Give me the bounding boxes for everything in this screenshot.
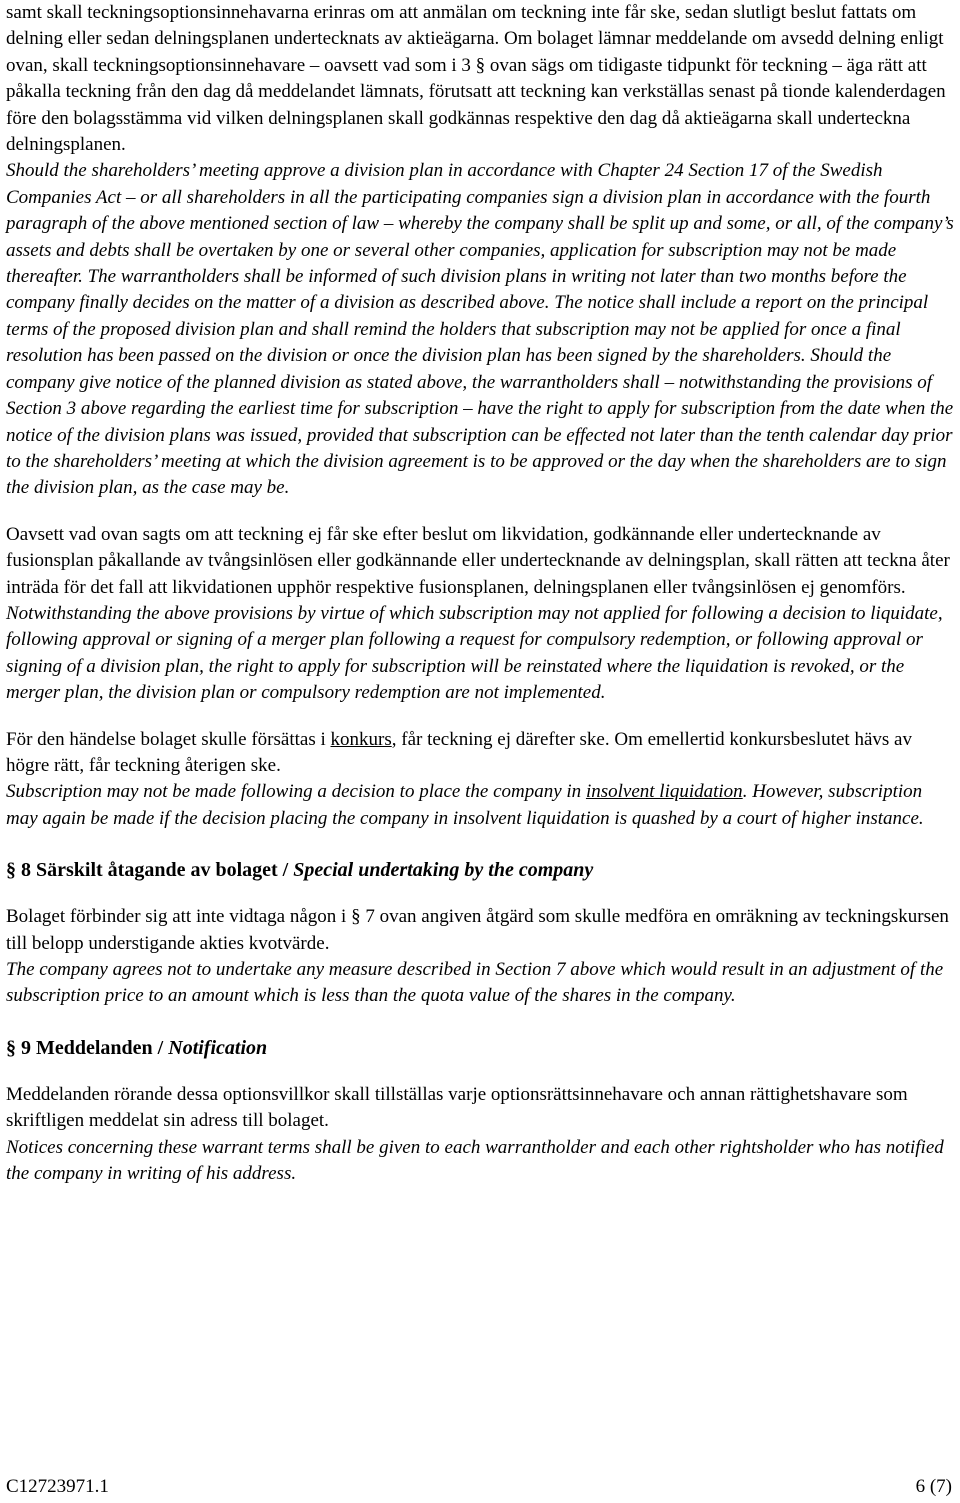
konkurs-link[interactable]: konkurs — [330, 728, 392, 750]
paragraph-sv-division-notice: samt skall teckningsoptionsinnehavarna erinras om att anmälan om teckning inte får ske, sedan slutligt beslut fattats om delning eller sedan delningsplanen undertecknats av aktieägarna. Om bolaget lämnar meddelande om avsedd delning enligt ovan, skall teckningsoptionsinnehavare – oavsett vad som i 3 § ovan sägs om tidigaste tidpunkt för teckning – äga rätt att påkalla teckning från den dag då meddelandet lämnats, förutsatt att teckning kan verkställas senast på tionde kalenderdagen före den bolagsstämma vid vilken delningsplanen skall godkännas respektive den dag då aktieägarna skall underteckna delningsplanen. — [6, 2, 946, 156]
section-9-heading — [6, 1034, 956, 1062]
paragraph-en-bankruptcy — [6, 779, 956, 832]
spacer — [6, 707, 956, 727]
document-id: C12723971.1 — [6, 1476, 109, 1497]
paragraph-sv-bankruptcy — [6, 727, 956, 780]
paragraph-en-special-undertaking: The company agrees not to undertake any measure described in Section 7 above which would result in an adjustment of the subscription price to an amount which is less than the quota value of the shares in the company. — [6, 959, 944, 1007]
spacer — [6, 884, 956, 904]
page-number: 6 (7) — [915, 1476, 952, 1497]
paragraph-en-reinstatement: Notwithstanding the above provisions by virtue of which subscription may not applied for following a decision to liquidate, following approval or signing of a merger plan following a request for compulsory redemption, or following approval or signing of a division plan, the right to apply for subscription will be reinstated where the liquidation is revoked, or the merger plan, the division plan or compulsory redemption are not implemented. — [6, 602, 943, 704]
paragraph-en-notification: Notices concerning these warrant terms shall be given to each warrantholder and each other rightsholder who has notified the company in writing of his address. — [6, 1136, 944, 1185]
heading-main: § 8 Särskilt åtagande av bolaget / — [6, 859, 294, 882]
paragraph-en-division-notice: Should the shareholders’ meeting approve a division plan in accordance with Chapter 24 Section 17 of the Swedish Companies Act – or all shareholders in all the participating companies sign a division plan in accordance with the fourth paragraph of the above mentioned section of law – whereby the company shall be split up and some, or all, of the company’s assets and debts shall be overtaken by one or several other companies, application for subscription may not be made thereafter. The warrantholders shall be informed of such division plans in writing not later than two months before the company finally decides on the matter of a division as described above. The notice shall include a report on the principal terms of the proposed division plan and shall remind the holders that subscription may not be applied for once a final resolution has been passed on the division or once the division plan has been signed by the shareholders. Should the company give notice of the planned division as stated above, the warrantholders shall – notwithstanding the provisions of Section 3 above regarding the earliest time for subscription – have the right to apply for subscription from the date when the notice of the division plans was issued, provided that subscription can be effected not later than the tenth calendar day prior to the shareholders’ meeting at which the division agreement is to be approved or the day when the shareholders are to sign the division plan, as the case may be. — [6, 160, 954, 499]
spacer — [6, 832, 956, 856]
text-run: För den händelse bolaget skulle försättas i — [6, 728, 331, 750]
heading-sub: Notification — [168, 1036, 268, 1059]
text-run: Subscription may not be made following a decision to place the company in — [6, 781, 586, 803]
text-run: , får teckning ej därefter ske. Om emellertid konkursbeslutet hävs av högre rätt, får teckning återigen ske. — [6, 728, 912, 776]
text-run: . However, subscription may again be made if the decision placing the company in insolvent liquidation is quashed by a court of higher instance. — [6, 781, 924, 829]
heading-sub: Special undertaking by the company — [293, 859, 594, 882]
document-page — [6, 0, 956, 1187]
heading-main: § 9 Meddelanden / — [6, 1036, 169, 1059]
spacer — [6, 502, 956, 522]
spacer — [6, 1062, 956, 1082]
paragraph-sv-notification: Meddelanden rörande dessa optionsvillkor skall tillställas varje optionsrättsinnehavare och annan rättighetshavare som skriftligen meddelat sin adress till bolaget. — [6, 1083, 908, 1132]
section-8-heading — [6, 856, 956, 884]
insolvent-liquidation-link[interactable]: insolvent liquidation — [585, 781, 743, 803]
paragraph-sv-reinstatement: Oavsett vad ovan sagts om att teckning ej får ske efter beslut om likvidation, godkännande eller undertecknande av fusionsplan påkallande av tvångsinlösen eller godkännande eller undertecknande av delningsplan, skall rätten att teckna åter inträda för det fall att likvidationen upphör respektive fusionsplanen, delningsplanen eller tvångsinlösen ej genomförs. — [6, 523, 950, 598]
paragraph-sv-special-undertaking: Bolaget förbinder sig att inte vidtaga någon i § 7 ovan angiven åtgärd som skulle medföra en omräkning av teckningskursen till belopp understigande akties kvotvärde. — [6, 906, 949, 954]
spacer — [6, 1010, 956, 1034]
